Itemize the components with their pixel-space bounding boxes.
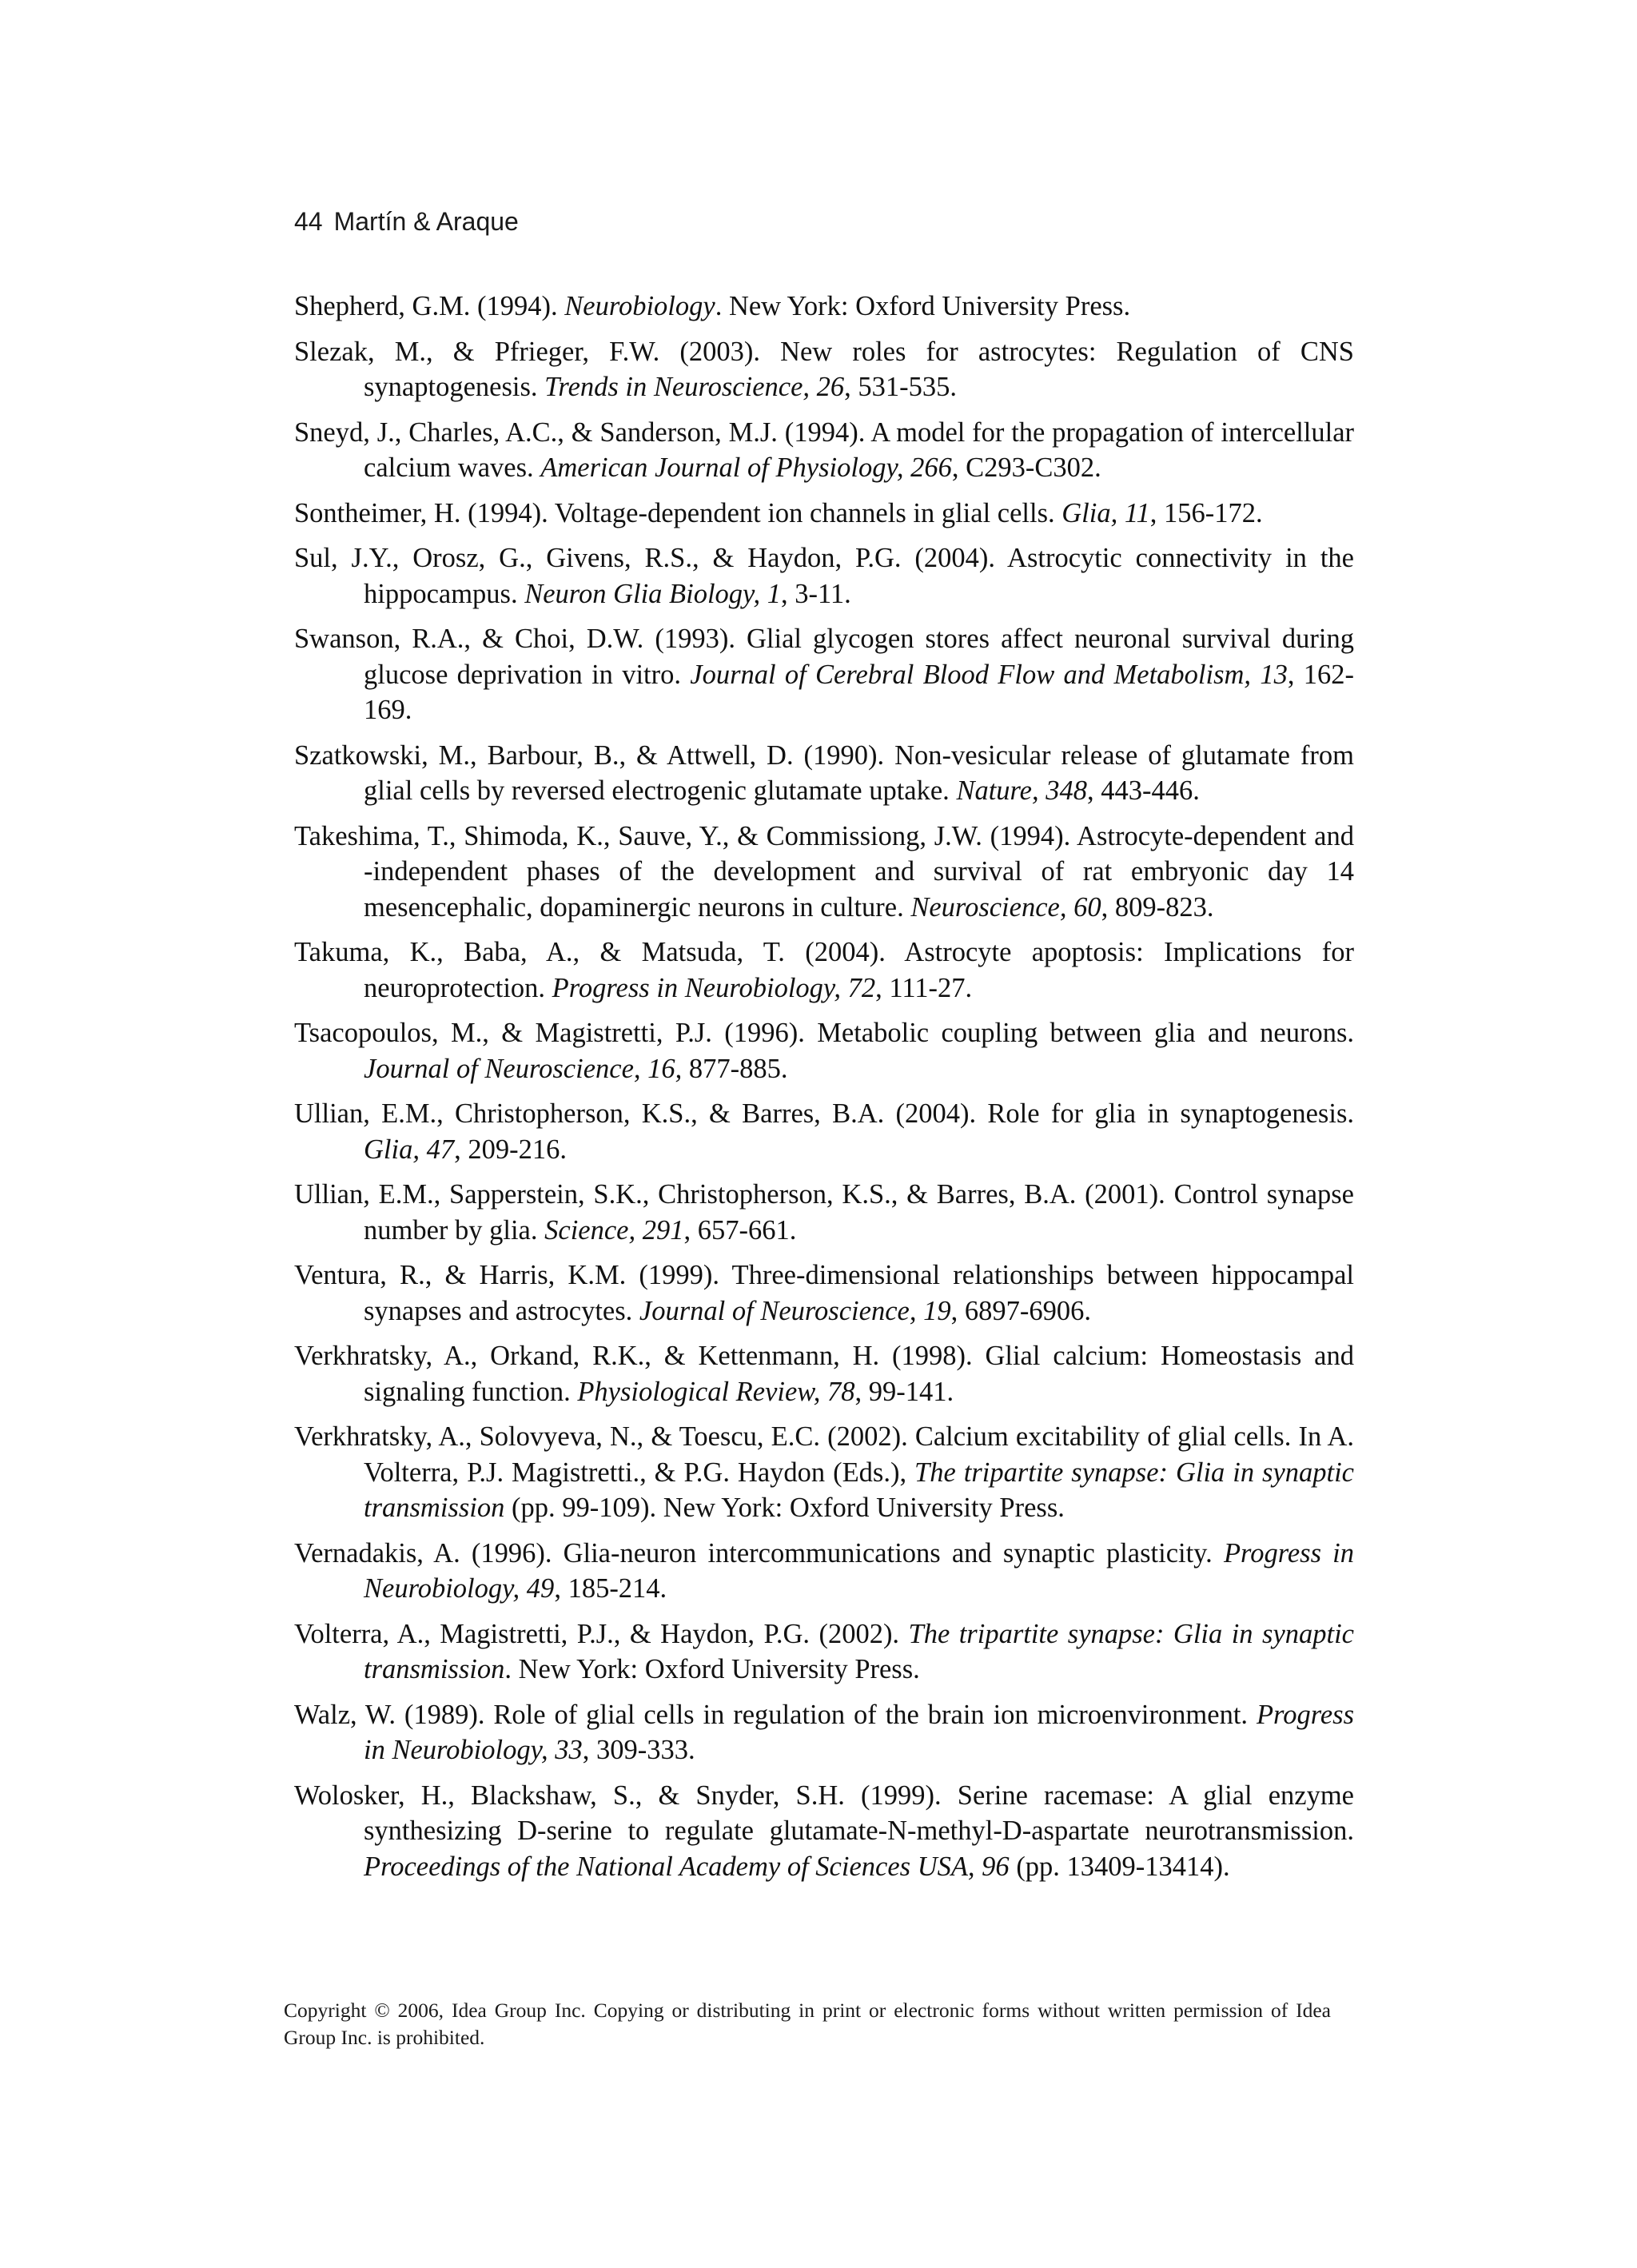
reference-source: Journal of Neuroscience, 19: [639, 1295, 951, 1326]
reference-entry: [294, 1778, 1354, 1885]
reference-pages: (pp. 13409-13414).: [1009, 1851, 1230, 1882]
reference-entry: [294, 496, 1354, 532]
reference-source: Neuron Glia Biology, 1: [524, 578, 781, 609]
reference-text: Vernadakis, A. (1996). Glia-neuron intercommunications and synaptic plasticity.: [294, 1537, 1224, 1568]
reference-source: Journal of Cerebral Blood Flow and Metabolism, 13: [690, 659, 1288, 690]
reference-source: Physiological Review, 78: [577, 1376, 855, 1407]
reference-text: Verkhratsky, A., Orkand, R.K., & Kettenmann, H. (1998). Glial calcium: Homeostasis and signaling function.: [294, 1341, 1354, 1407]
reference-source: Progress in Neurobiology, 49: [364, 1537, 1354, 1604]
reference-text: Tsacopoulos, M., & Magistretti, P.J. (1996). Metabolic coupling between glia and neurons.: [294, 1018, 1354, 1048]
reference-source: Glia, 47: [364, 1134, 455, 1165]
reference-pages: , 531-535.: [844, 372, 958, 402]
reference-text: Shepherd, G.M. (1994).: [294, 291, 565, 321]
reference-text: Sontheimer, H. (1994). Voltage-dependent ion channels in glial cells.: [294, 497, 1062, 528]
reference-entry: [294, 738, 1354, 809]
reference-source: Progress in Neurobiology, 72: [552, 972, 876, 1003]
reference-entry: [294, 1419, 1354, 1526]
reference-entry: [294, 334, 1354, 405]
reference-text: Ullian, E.M., Sapperstein, S.K., Christopherson, K.S., & Barres, B.A. (2001). Control synapse number by glia.: [294, 1179, 1354, 1246]
reference-entry: [294, 1338, 1354, 1409]
reference-text: Swanson, R.A., & Choi, D.W. (1993). Glial glycogen stores affect neuronal survival during glucose deprivation in vitro.: [294, 624, 1354, 690]
reference-pages: , 162-169.: [364, 659, 1354, 725]
reference-pages: , 156-172.: [1149, 497, 1263, 528]
reference-entry: [294, 1616, 1354, 1688]
reference-pages: , 3-11.: [780, 578, 851, 609]
reference-entry: [294, 289, 1354, 325]
reference-source: Glia, 11: [1061, 497, 1150, 528]
reference-source: Neuroscience, 60: [910, 891, 1101, 923]
reference-text: Wolosker, H., Blackshaw, S., & Snyder, S.H. (1999). Serine racemase: A glial enzyme synthesizing D-serine to regulate glutamate-N-methyl-D-aspartate neurotransmission.: [294, 1780, 1354, 1846]
reference-text: Takeshima, T., Shimoda, K., Sauve, Y., & Commissiong, J.W. (1994). Astrocyte-dependent and -independent phases of the development and survival of rat embryonic day 14 mesencephalic, dopaminergic neurons in culture.: [294, 820, 1354, 923]
reference-text: Volterra, A., Magistretti, P.J., & Haydon, P.G. (2002).: [294, 1618, 909, 1649]
reference-pages: , 443-446.: [1087, 775, 1200, 806]
reference-text: Ventura, R., & Harris, K.M. (1999). Three-dimensional relationships between hippocampal synapses and astrocytes.: [294, 1260, 1354, 1326]
reference-source: Trends in Neuroscience, 26: [544, 372, 845, 402]
reference-source: Neurobiology: [564, 291, 715, 321]
page-number: 44: [294, 207, 323, 236]
reference-text: Slezak, M., & Pfrieger, F.W. (2003). New roles for astrocytes: Regulation of CNS synaptogenesis.: [294, 336, 1354, 402]
reference-source: Science, 291: [544, 1214, 684, 1246]
reference-text: Sul, J.Y., Orosz, G., Givens, R.S., & Haydon, P.G. (2004). Astrocytic connectivity in the hippocampus.: [294, 543, 1354, 609]
reference-source: Nature, 348: [956, 775, 1087, 806]
reference-entry: [294, 1536, 1354, 1607]
reference-source: The tripartite synapse: Glia in synaptic transmission: [364, 1457, 1354, 1523]
reference-pages: , C293-C302.: [951, 452, 1101, 483]
reference-pages: , 657-661.: [683, 1214, 797, 1246]
reference-list: [294, 289, 1354, 1894]
reference-text: Takuma, K., Baba, A., & Matsuda, T. (2004). Astrocyte apoptosis: Implications for neuroprotection.: [294, 937, 1354, 1003]
reference-pages: . New York: Oxford University Press.: [715, 291, 1131, 321]
reference-source: Progress in Neurobiology, 33: [364, 1699, 1354, 1765]
reference-pages: , 809-823.: [1101, 891, 1214, 923]
reference-entry: [294, 819, 1354, 926]
reference-pages: . New York: Oxford University Press.: [504, 1654, 920, 1684]
reference-source: The tripartite synapse: Glia in synaptic transmission: [364, 1618, 1354, 1684]
reference-pages: , 209-216.: [454, 1134, 567, 1165]
reference-entry: [294, 540, 1354, 612]
reference-pages: , 309-333.: [582, 1735, 695, 1765]
reference-pages: (pp. 99-109). New York: Oxford University Press.: [504, 1493, 1065, 1523]
reference-entry: [294, 621, 1354, 728]
reference-entry: [294, 1697, 1354, 1768]
reference-text: Walz, W. (1989). Role of glial cells in regulation of the brain ion microenvironment.: [294, 1699, 1257, 1730]
reference-pages: , 111-27.: [875, 972, 973, 1003]
reference-text: Verkhratsky, A., Solovyeva, N., & Toescu, E.C. (2002). Calcium excitability of glial cells. In A. Volterra, P.J. Magistretti., & P.G. Haydon (Eds.),: [294, 1421, 1354, 1488]
running-head-authors: Martín & Araque: [333, 207, 519, 236]
reference-entry: [294, 1096, 1354, 1167]
reference-pages: , 185-214.: [554, 1573, 667, 1604]
running-header: [294, 207, 519, 237]
reference-pages: 877-885.: [682, 1053, 788, 1084]
reference-entry: [294, 935, 1354, 1006]
reference-source: Journal of Neuroscience, 16,: [364, 1053, 683, 1084]
reference-text: Szatkowski, M., Barbour, B., & Attwell, D. (1990). Non-vesicular release of glutamate from glial cells by reversed electrogenic glutamate uptake.: [294, 739, 1354, 806]
reference-source: Proceedings of the National Academy of Sciences USA, 96: [364, 1851, 1010, 1882]
reference-text: Ullian, E.M., Christopherson, K.S., & Barres, B.A. (2004). Role for glia in synaptogenesis.: [294, 1098, 1354, 1129]
reference-entry: [294, 1015, 1354, 1086]
reference-entry: [294, 415, 1354, 486]
reference-entry: [294, 1177, 1354, 1248]
copyright-notice: Copyright © 2006, Idea Group Inc. Copying or distributing in print or electronic forms without written permission of Idea Group Inc. is prohibited.: [284, 1999, 1331, 2049]
reference-pages: , 99-141.: [854, 1376, 954, 1407]
reference-source: American Journal of Physiology, 266: [540, 452, 952, 483]
reference-entry: [294, 1258, 1354, 1329]
reference-text: Sneyd, J., Charles, A.C., & Sanderson, M.J. (1994). A model for the propagation of intercellular calcium waves.: [294, 417, 1354, 483]
reference-pages: , 6897-6906.: [950, 1295, 1091, 1326]
